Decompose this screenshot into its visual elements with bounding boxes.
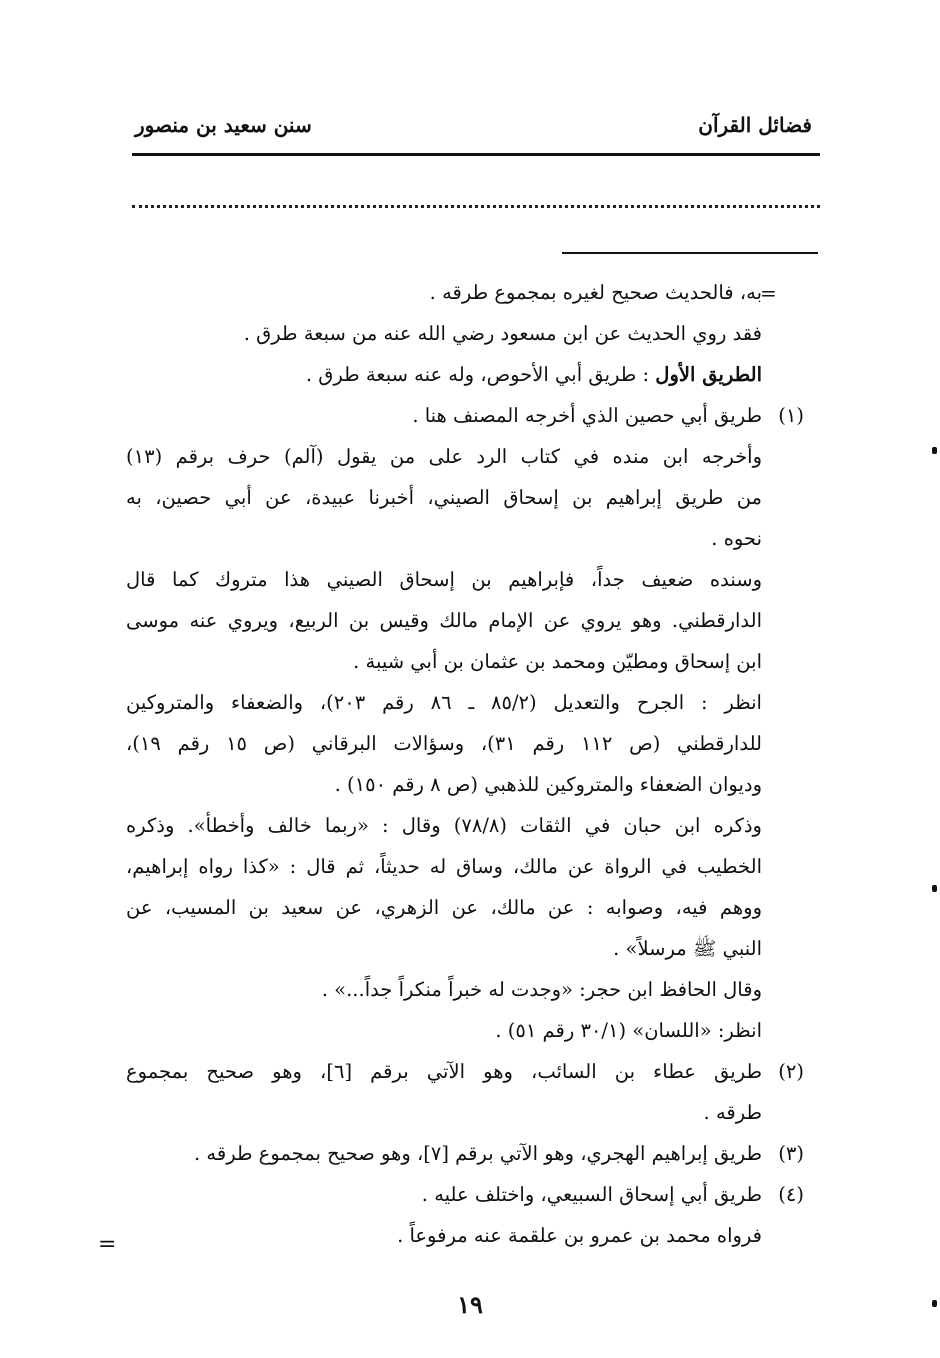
item-number: (١) — [778, 404, 804, 427]
running-header-left: سنن سعيد بن منصور — [135, 113, 312, 137]
text-line: انظر : الجرح والتعديل (٨٥/٢ ـ ٨٦ رقم ٢٠٣)، والضعفاء والمتروكين — [126, 691, 762, 714]
scan-speck — [932, 447, 937, 454]
footnote-rule — [562, 252, 818, 254]
text-line — [126, 354, 762, 395]
text-line: فقد روي الحديث عن ابن مسعود رضي الله عنه من سبعة طرق . — [243, 322, 762, 345]
text-line: وقال الحافظ ابن حجر: «وجدت له خبراً منكراً جداً...» . — [321, 978, 762, 1001]
text-line: ووهم فيه، وصوابه : عن مالك، عن الزهري، عن سعيد بن المسيب، عن — [126, 896, 762, 919]
bold-heading: الطريق الأول — [655, 363, 762, 386]
text-span: طريق أبي حصين الذي أخرجه المصنف هنا . — [412, 404, 762, 427]
item-number: (٤) — [778, 1183, 804, 1206]
numbered-item — [126, 395, 804, 436]
text-line: وأخرجه ابن منده في كتاب الرد على من يقول (آلم) حرف برقم (١٣) — [126, 445, 762, 468]
text-line: ابن إسحاق ومطيّن ومحمد بن عثمان بن أبي شيبة . — [353, 650, 762, 673]
text-span: طريق أبي إسحاق السبيعي، واختلف عليه . — [421, 1183, 762, 1206]
text-line: طرقه . — [703, 1101, 762, 1124]
text-line: به، فالحديث صحيح لغيره بمجموع طرقه . — [429, 281, 762, 304]
text-line: للدارقطني (ص ١١٢ رقم ٣١)، وسؤالات البرقاني (ص ١٥ رقم ١٩)، — [126, 732, 762, 755]
dotted-separator — [132, 205, 820, 208]
header-rule — [132, 153, 820, 156]
text-span: طريق إبراهيم الهجري، وهو الآتي برقم [٧]، وهو صحيح بمجموع طرقه . — [194, 1142, 762, 1165]
numbered-item — [126, 1174, 804, 1215]
continuation-mark-top: = — [760, 281, 777, 305]
text-line: فرواه محمد بن عمرو بن علقمة عنه مرفوعاً . — [397, 1224, 762, 1247]
scan-speck — [932, 1300, 937, 1307]
text-line: من طريق إبراهيم بن إسحاق الصيني، أخبرنا عبيدة، عن أبي حصين، به — [126, 486, 762, 509]
page-number: ١٩ — [457, 1290, 483, 1319]
footnote-body — [126, 272, 804, 1256]
text-line: وسنده ضعيف جداً، فإبراهيم بن إسحاق الصيني هذا متروك كما قال — [126, 568, 762, 591]
text-line: النبي ﷺ مرسلاً» . — [613, 937, 762, 960]
scan-speck — [932, 885, 937, 892]
text-span: طريق عطاء بن السائب، وهو الآتي برقم [٦]، وهو صحيح بمجموع — [126, 1060, 762, 1083]
text-line: وذكره ابن حبان في الثقات (٧٨/٨) وقال : «ربما خالف وأخطأ». وذكره — [126, 814, 762, 837]
text-line: الخطيب في الرواة عن مالك، وساق له حديثاً، ثم قال : «كذا رواه إبراهيم، — [126, 855, 762, 878]
text-line: انظر: «اللسان» (٣٠/١ رقم ٥١) . — [495, 1019, 762, 1042]
numbered-item — [126, 1133, 804, 1174]
text-line: وديوان الضعفاء والمتروكين للذهبي (ص ٨ رقم ١٥٠) . — [334, 773, 762, 796]
continuation-mark-bottom: = — [98, 1232, 117, 1257]
running-header-right: فضائل القرآن — [698, 113, 812, 137]
item-number: (٣) — [778, 1142, 804, 1165]
text-line: الدارقطني. وهو يروي عن الإمام مالك وقيس بن الربيع، ويروي عنه موسى — [126, 609, 762, 632]
text-line: نحوه . — [711, 527, 762, 550]
item-number: (٢) — [778, 1060, 804, 1083]
numbered-item — [126, 1051, 804, 1092]
text-span: : طريق أبي الأحوص، وله عنه سبعة طرق . — [305, 363, 650, 386]
